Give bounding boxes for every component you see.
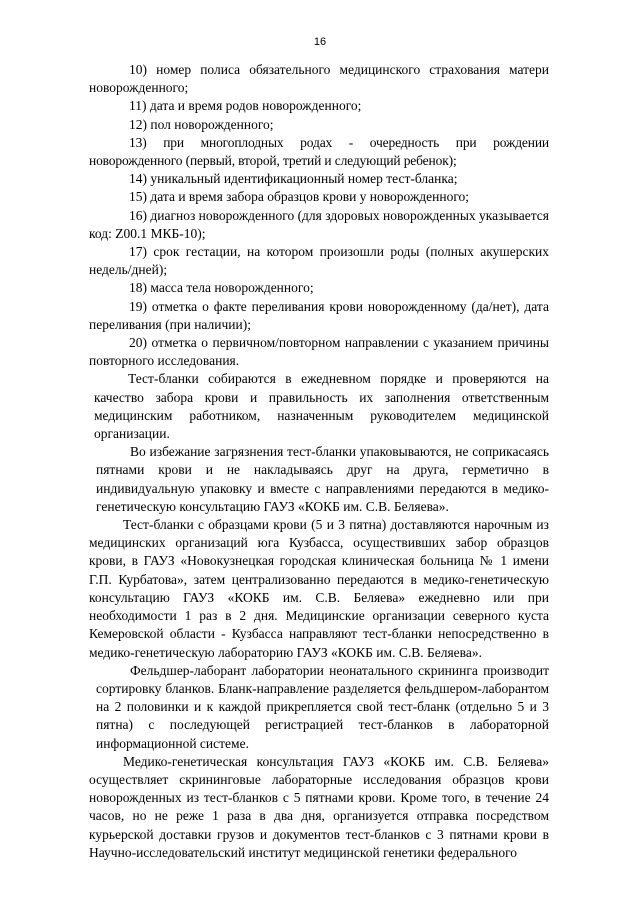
page-number: 16 [313, 36, 327, 48]
list-item: 16) диагноз новорожденного (для здоровых новорожденных указывается код: Z00.1 МКБ-10); [89, 207, 549, 241]
paragraph: Тест-бланки с образцами крови (5 и 3 пятна) доставляются нарочным из медицинских организаций юга Кузбасса, осуществивших забор образцов крови, в ГАУЗ «Новокузнецкая городская клиническая больница № 1 имени Г.П. Курбатова», затем централизованно передаются в медико-генетическую консультацию ГАУЗ «КОКБ им. С.В. Беляева» ежедневно или при необходимости 1 раз в 2 дня. Медицинские организации северного куста Кемеровской области - Кузбасса направляют тест-бланки непосредственно в медико-генетическую лабораторию ГАУЗ «КОКБ им. С.В. Беляева». [89, 517, 549, 660]
list-item: 11) дата и время родов новорожденного; [129, 98, 362, 114]
paragraph: Фельдшер-лаборант лаборатории неонатального скрининга производит сортировку бланков. Бланк-направление разделяется фельдшером-лаборантом на 2 половинки и к каждой прикрепляется свой тест-бланк (отдельно 5 и 3 пятна) с последующей регистрацией тест-бланков в лабораторной информационной системе. [96, 662, 549, 751]
paragraph: Во избежание загрязнения тест-бланки упаковываются, не соприкасаясь пятнами крови и не накладываясь друг на друга, герметично в индивидуальную упаковку и вместе с направлениями передаются в медико-генетическую консультацию ГАУЗ «КОКБ им. С.В. Беляева». [96, 444, 549, 514]
list-item: 17) срок гестации, на котором произошли роды (полных акушерских недель/дней); [89, 244, 549, 278]
paragraph: Тест-бланки собираются в ежедневном порядке и проверяются на качество забора крови и правильность их заполнения ответственным медицинским работником, назначенным руководителем медицинской организации. [94, 371, 549, 442]
list-item: 10) номер полиса обязательного медицинского страхования матери новорожденного; [89, 62, 549, 96]
list-item: 12) пол новорожденного; [129, 116, 274, 132]
list-item: 19) отметка о факте переливания крови новорожденному (да/нет), дата переливания (при наличии); [89, 298, 549, 332]
list-item: 15) дата и время забора образцов крови у новорожденного; [129, 189, 470, 205]
list-item: 18) масса тела новорожденного; [129, 280, 314, 296]
document-body [89, 61, 549, 862]
paragraph: Медико-генетическая консультация ГАУЗ «КОКБ им. С.В. Беляева» осуществляет скрининговые лабораторные исследования образцов крови новорожденных из тест-бланков с 5 пятнами крови. Кроме того, в течение 24 часов, но не реже 1 раза в два дня, организуется отправка посредством курьерской доставки грузов и документов тест-бланков с 3 пятнами крови в Научно-исследовательский институт медицинской генетики федерального [89, 753, 549, 860]
list-item: 13) при многоплодных родах - очередность при рождении новорожденного (первый, второй, третий и следующий ребенок); [89, 134, 549, 169]
list-item: 14) уникальный идентификационный номер тест-бланка; [129, 171, 458, 187]
list-item: 20) отметка о первичном/повторном направлении с указанием причины повторного исследования. [89, 335, 549, 369]
